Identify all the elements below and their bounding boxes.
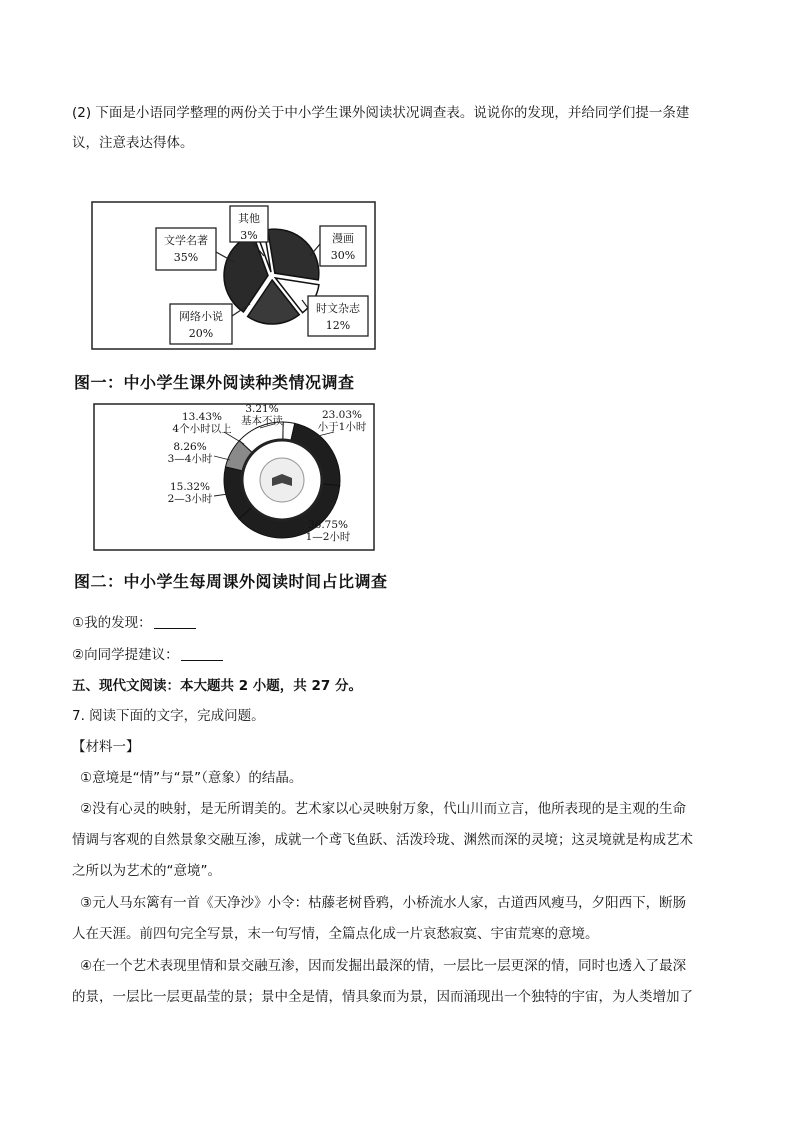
answer-faxian-label: ①我的发现： <box>72 615 152 631</box>
answer-jianyi-label: ②向同学提建议： <box>72 647 179 663</box>
answer-jianyi-blank[interactable] <box>181 646 223 661</box>
figure2-value-gt4: 13.43% <box>181 411 223 423</box>
figure1-value-wenxue: 35% <box>173 251 199 264</box>
figure2-label-h34: 3—4小时 <box>167 453 213 465</box>
question-7: 7. 阅读下面的文字，完成问题。 <box>72 708 265 724</box>
survey-charts-svg <box>74 198 456 592</box>
survey-figure <box>74 198 456 592</box>
paragraph-1: ①意境是“情”与“景”（意象）的结晶。 <box>80 770 303 786</box>
figure1-label-qita: 其他 <box>238 212 260 225</box>
answer-jianyi <box>72 645 223 665</box>
paragraph-3-line-2: 人在天涯。前四句完全写景，末一句写情，全篇点化成一片哀愁寂寞、宇宙荒寒的意境。 <box>72 926 599 942</box>
figure2-value-lt1: 23.03% <box>321 409 363 421</box>
question-line-2: 议，注意表达得体。 <box>72 135 194 151</box>
figure2-label-h12: 1—2小时 <box>305 531 351 543</box>
section-heading: 五、现代文阅读：本大题共 2 小题，共 27 分。 <box>72 678 362 694</box>
material-title: 【材料一】 <box>72 739 140 755</box>
figure2-value-h23: 15.32% <box>169 481 211 493</box>
figure2-label-buDu: 基本不读 <box>241 415 283 427</box>
question-line-1: (2) 下面是小语同学整理的两份关于中小学生课外阅读状况调查表。说说你的发现，并给同学们提一条建 <box>72 105 690 121</box>
figure2-caption: 图二：中小学生每周课外阅读时间占比调查 <box>74 572 388 591</box>
figure2-label-lt1: 小于1小时 <box>317 421 367 433</box>
answer-faxian <box>72 613 196 633</box>
paragraph-2-line-1: ②没有心灵的映射，是无所谓美的。艺术家以心灵映射万象，代山川而立言，他所表现的是主观的生命 <box>80 801 687 817</box>
figure1-value-manhua: 30% <box>330 249 356 262</box>
figure1-value-qita: 3% <box>240 229 258 242</box>
figure1-label-shiwen: 时文杂志 <box>316 302 360 315</box>
paragraph-2-line-2: 情调与客观的自然景象交融互渗，成就一个鸢飞鱼跃、活泼玲珑、渊然而深的灵境；这灵境就是构成艺术 <box>72 832 693 848</box>
figure2-value-buDu: 3.21% <box>245 403 279 415</box>
answer-faxian-blank[interactable] <box>154 614 196 629</box>
paragraph-4-line-2: 的景，一层比一层更晶莹的景；景中全是情，情具象而为景，因而涌现出一个独特的宇宙，为人类增加了 <box>72 989 693 1005</box>
paragraph-3-line-1: ③元人马东篱有一首《天净沙》小令：枯藤老树昏鸦，小桥流水人家，古道西风瘦马，夕阳西下，断肠 <box>80 895 687 911</box>
figure1-value-shiwen: 12% <box>325 319 351 332</box>
figure1-label-wenxue: 文学名著 <box>164 234 208 247</box>
figure1-label-wangluo: 网络小说 <box>179 310 223 323</box>
figure1-value-wangluo: 20% <box>188 327 214 340</box>
paragraph-2-line-3: 之所以为艺术的“意境”。 <box>72 863 221 879</box>
figure1-caption: 图一：中小学生课外阅读种类情况调查 <box>74 373 355 392</box>
figure2-value-h34: 8.26% <box>173 441 207 453</box>
figure2-label-h23: 2—3小时 <box>167 493 213 505</box>
figure2-value-h12: 36.75% <box>307 519 349 531</box>
figure1-label-manhua: 漫画 <box>332 232 354 245</box>
paragraph-4-line-1: ④在一个艺术表现里情和景交融互渗，因而发掘出最深的情，一层比一层更深的情，同时也透入了最深 <box>80 958 687 974</box>
figure2-label-gt4: 4个小时以上 <box>172 423 232 435</box>
